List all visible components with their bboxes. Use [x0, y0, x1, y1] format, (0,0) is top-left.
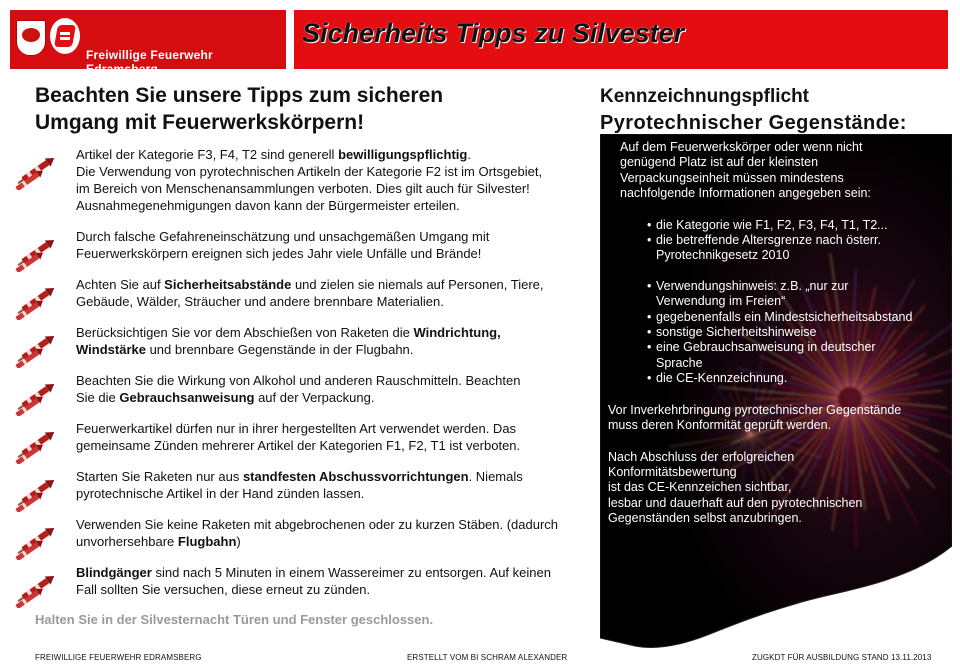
marking-list-item: • die betreffende Altersgrenze nach österr. Pyrotechnikgesetz 2010 — [608, 233, 948, 264]
tip-segment: . Die Verwendung von pyrotechnischen Artikeln der Kategorie F2 ist im Ortsgebiet, im Bereich von Menschenansammlungen verboten. Dies gilt auch für Silvester! Ausnahmegenehmigungen davon kann der Bürgermeister erteilen. — [76, 147, 543, 213]
tip-segment: Starten Sie Raketen nur aus — [76, 469, 243, 484]
tip-text — [76, 324, 591, 358]
tip-text — [76, 468, 591, 502]
tip-text — [76, 146, 591, 214]
marking-list-item: • eine Gebrauchsanweisung in deutscher Sprache — [608, 340, 948, 371]
tip-segment: . Niemals pyrotechnische Artikel in der Hand zünden lassen. — [76, 469, 523, 501]
main-heading-line2: Umgang mit Feuerwerkskörpern! — [35, 111, 365, 134]
tip-segment: sind nach 5 Minuten in einem Wassereimer zu entsorgen. Auf keinen Fall sollten Sie versuchen, diese erneut zu zünden. — [76, 565, 551, 597]
main-heading — [35, 82, 555, 136]
tip-text — [76, 228, 591, 262]
tip-segment: Artikel der Kategorie F3, F4, T2 sind generell — [76, 147, 339, 162]
marking-list-2 — [608, 279, 948, 387]
main-heading-line1: Beachten Sie unsere Tipps zum sicheren — [35, 84, 444, 107]
marking-list-item: • Verwendungshinweis: z.B. „nur zur Verwendung im Freien“ — [608, 279, 948, 310]
org-block — [10, 10, 286, 76]
marking-list-item: • sonstige Sicherheitshinweise — [608, 325, 948, 340]
rocket-icon — [12, 568, 62, 608]
rocket-icon — [12, 232, 62, 272]
marking-intro: Auf dem Feuerwerkskörper oder wenn nicht genügend Platz ist auf der kleinsten Verpackungseinheit müssen mindestens nachfolgende Informationen angegeben sein: — [620, 140, 871, 201]
tip-text — [76, 564, 591, 598]
tip-segment: Verwenden Sie keine Raketen mit abgebrochenen oder zu kurzen Stäben. (dadurch unvorhersehbare — [76, 517, 559, 549]
rocket-icon — [12, 328, 62, 368]
footer-center: ERSTELLT VOM BI SCHRAM ALEXANDER — [407, 653, 568, 662]
marking-list-1 — [608, 218, 948, 264]
fire-brigade-logo-icon — [50, 18, 80, 54]
marking-list-item: • gegebenenfalls ein Mindestsicherheitsabstand — [608, 310, 948, 325]
side-heading — [600, 84, 940, 136]
tip-segment: Feuerwerkartikel dürfen nur in ihrer hergestellten Art verwendet werden. Das gemeinsame Zünden mehrerer Artikel der Kategorien F1, F2, T1 ist verboten. — [76, 421, 521, 453]
tip-emphasis: Blindgänger — [76, 565, 152, 580]
footer-right: ZUGKDT FÜR AUSBILDUNG STAND 13.11.2013 — [752, 653, 932, 662]
footer-left: FREIWILLIGE FEUERWEHR EDRAMSBERG — [35, 653, 202, 662]
tip-text — [76, 276, 591, 310]
tip-segment: Durch falsche Gefahreneinschätzung und unsachgemäßen Umgang mit Feuerwerkskörpern ereignen sich jedes Jahr viele Unfälle und Brände! — [76, 229, 490, 261]
marking-info-text — [608, 140, 948, 527]
rocket-icon — [12, 376, 62, 416]
header-banner — [10, 10, 948, 76]
rocket-icon — [12, 150, 62, 190]
org-name: Freiwillige Feuerwehr Edramsberg — [86, 48, 213, 76]
tip-segment: ) — [236, 534, 241, 549]
side-heading-line2: Pyrotechnischer Gegenstände: — [600, 112, 907, 134]
rocket-icon — [12, 424, 62, 464]
tip-segment: und zielen sie niemals auf Personen, Tiere, Gebäude, Wälder, Sträucher und andere brennbare Materialien. — [76, 277, 544, 309]
tip-text — [76, 372, 591, 406]
tip-segment: Achten Sie auf — [76, 277, 165, 292]
conformity-paragraph: Vor Inverkehrbringung pyrotechnischer Gegenstände muss deren Konformität geprüft werden. — [608, 402, 902, 433]
closing-note: Halten Sie in der Silvesternacht Türen und Fenster geschlossen. — [35, 612, 434, 627]
tip-segment: Berücksichtigen Sie vor dem Abschießen von Raketen die — [76, 325, 414, 340]
marking-list-item: • die CE-Kennzeichnung. — [608, 371, 948, 386]
tip-emphasis: Flugbahn — [177, 534, 237, 549]
tip-emphasis: Sicherheitsabstände — [164, 277, 292, 292]
rocket-icon — [12, 520, 62, 560]
rocket-icon — [12, 280, 62, 320]
banner-divider — [286, 10, 294, 69]
tip-segment: auf der Verpackung. — [254, 390, 375, 405]
coat-of-arms-icon — [16, 20, 46, 56]
tip-segment: Beachten Sie die Wirkung von Alkohol und anderen Rauschmitteln. Beachten Sie die — [76, 373, 521, 405]
marking-list-item: • die Kategorie wie F1, F2, F3, F4, T1, T2... — [608, 218, 948, 233]
tip-text — [76, 516, 591, 550]
side-heading-line1: Kennzeichnungspflicht — [600, 86, 809, 107]
tip-emphasis: bewilligungspflichtig — [338, 147, 468, 162]
tip-emphasis: Windrichtung, Windstärke — [76, 325, 501, 357]
fireworks-panel — [600, 134, 952, 652]
tip-emphasis: standfesten Abschussvorrichtungen — [242, 469, 469, 484]
page-title: Sicherheits Tipps zu Silvester — [302, 18, 685, 48]
rocket-icon — [12, 472, 62, 512]
tip-text — [76, 420, 591, 454]
ce-paragraph: Nach Abschluss der erfolgreichen Konformitätsbewertung ist das CE-Kennzeichen sichtbar, lesbar und dauerhaft auf den pyrotechnischen Gegenständen selbst anzubringen. — [608, 449, 863, 526]
tip-emphasis: Gebrauchsanweisung — [119, 390, 255, 405]
tip-segment: und brennbare Gegenstände in der Flugbahn. — [145, 342, 414, 357]
